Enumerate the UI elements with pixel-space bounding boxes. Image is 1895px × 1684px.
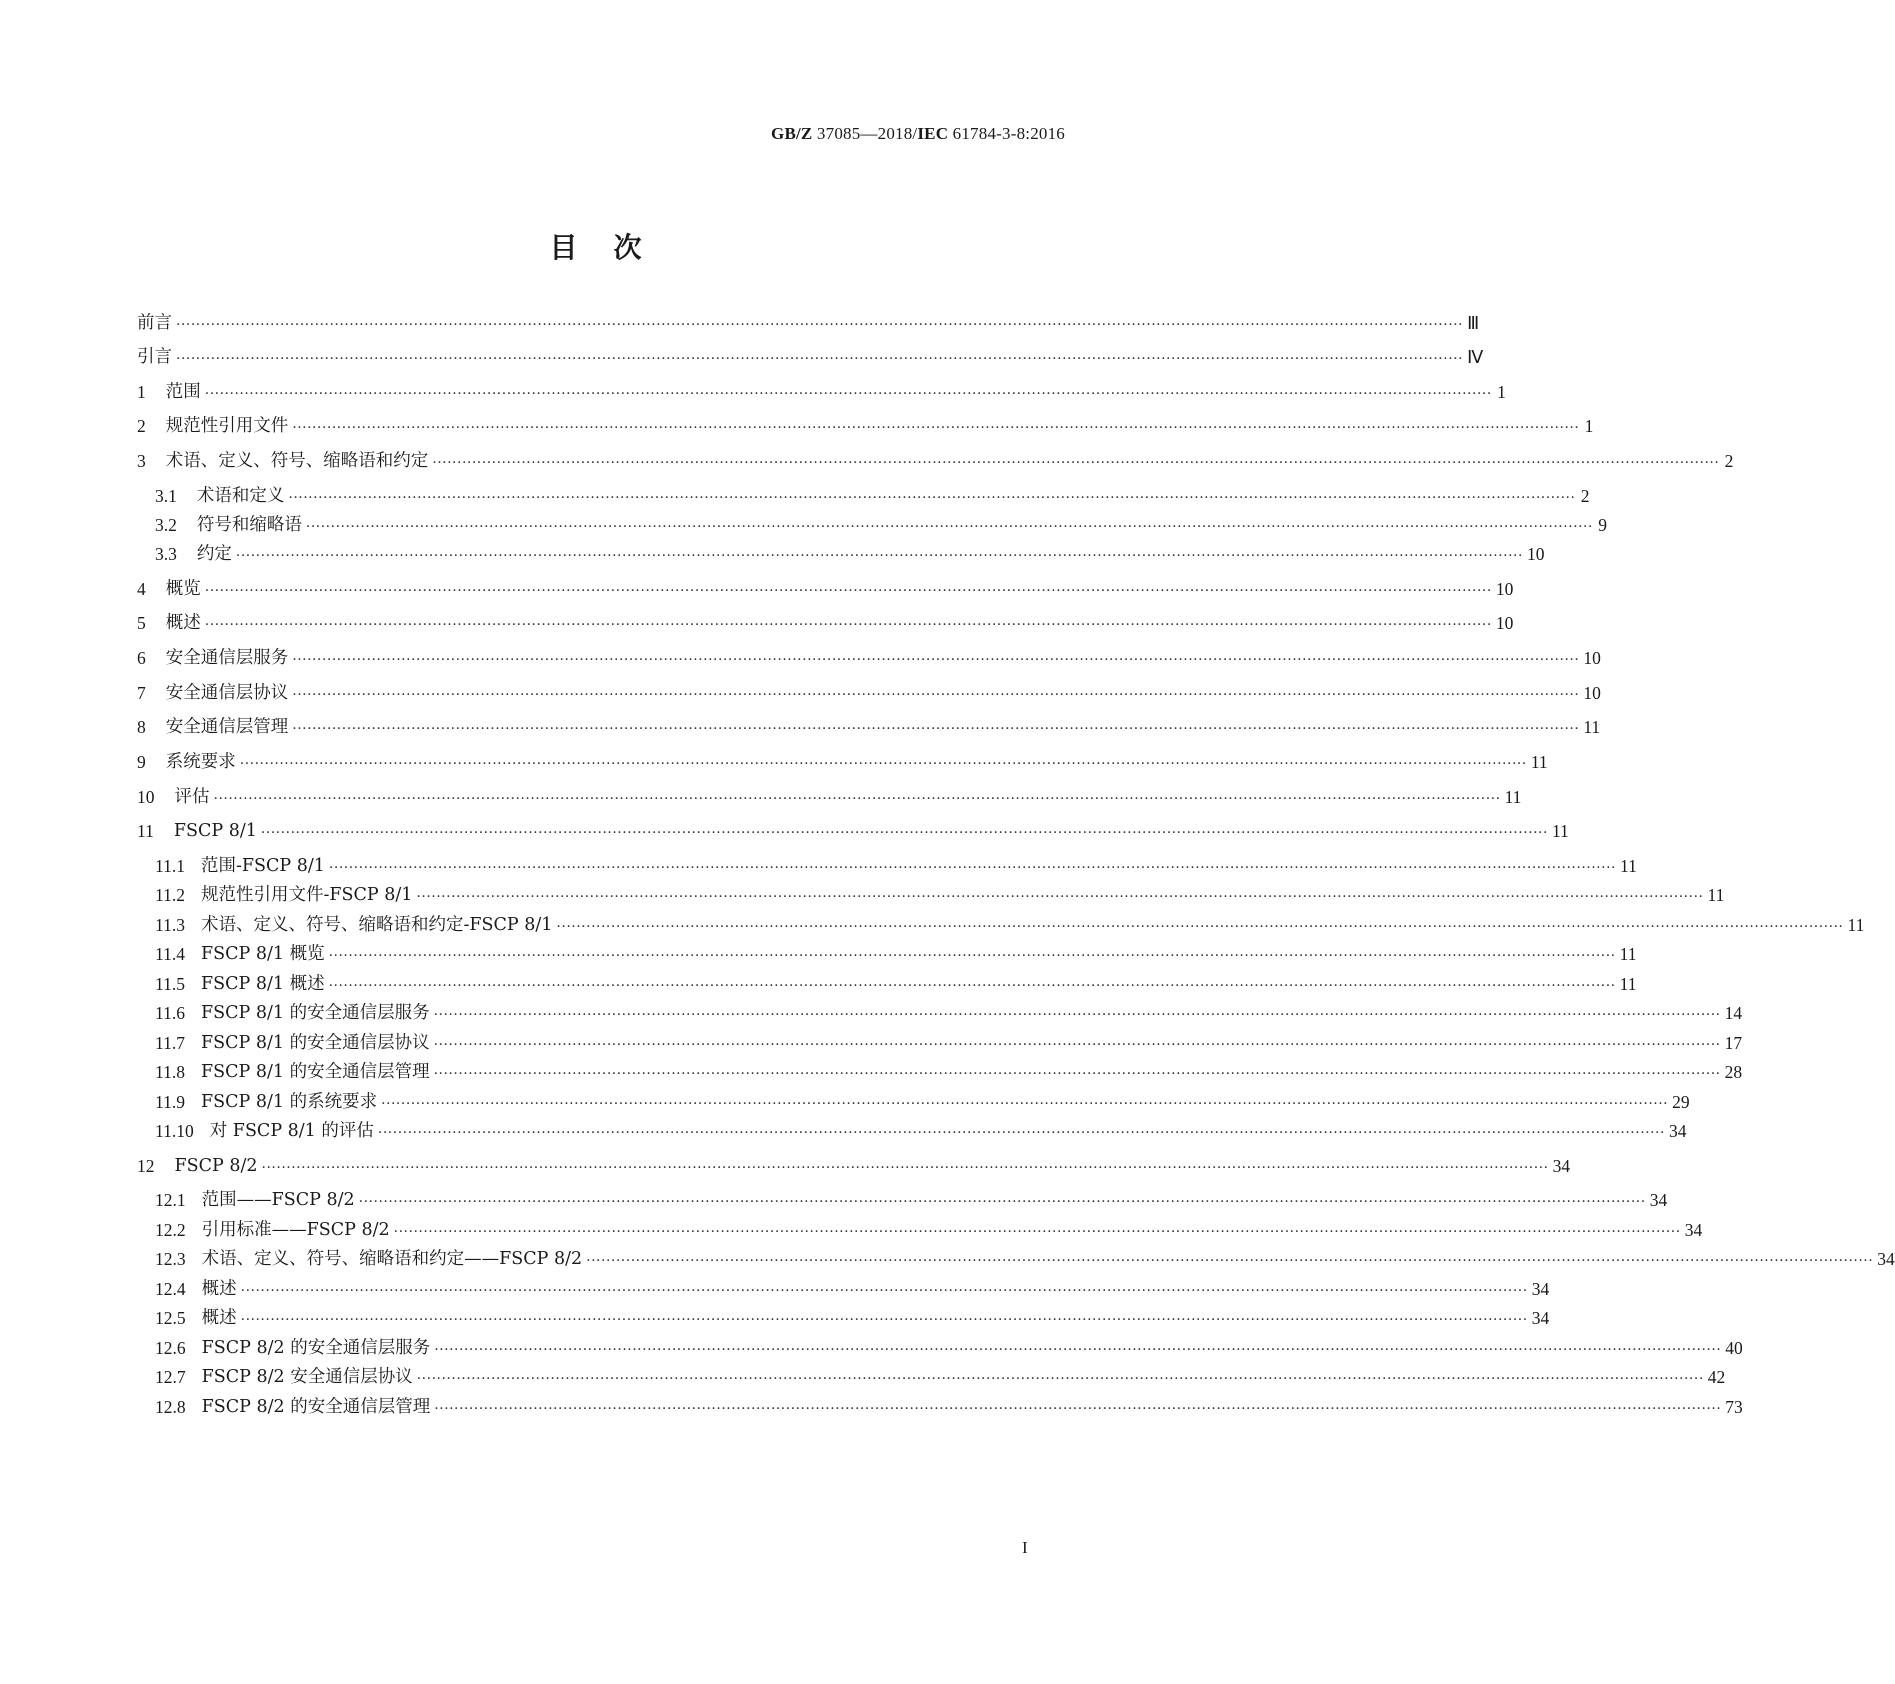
toc-entry[interactable] <box>137 715 1601 739</box>
toc-entry-page: 34 <box>1684 1220 1703 1240</box>
toc-entry[interactable] <box>155 1188 1668 1212</box>
toc-entry[interactable] <box>155 1277 1550 1301</box>
toc-entry-number: 11.8 <box>155 1062 185 1082</box>
toc-entry-page: Ⅳ <box>1467 347 1484 367</box>
toc-entry-number: 11.5 <box>155 974 185 994</box>
toc-entry-page: 10 <box>1495 579 1514 599</box>
toc-entry[interactable] <box>155 1090 1690 1114</box>
toc-entry-label: FSCP 8/2 的安全通信层服务 <box>201 1338 431 1358</box>
toc-entry-number: 12.1 <box>155 1190 186 1210</box>
toc-entry[interactable] <box>137 345 1484 369</box>
toc-entry[interactable] <box>137 380 1506 404</box>
toc-entry-label: 评估 <box>174 787 210 807</box>
toc-entry-page: 1 <box>1584 416 1594 436</box>
toc-entry[interactable] <box>155 484 1590 508</box>
toc-entry-number: 9 <box>137 752 146 772</box>
header-prefix: GB/Z <box>771 124 813 143</box>
toc-entry-page: 10 <box>1583 683 1601 703</box>
toc-entry-page: 11 <box>1707 885 1725 905</box>
toc-leader-dots: ···································································································································································································································································· <box>292 687 1580 703</box>
toc-leader-dots: ···································································································································································································································································· <box>433 1007 1721 1023</box>
toc-leader-dots: ···································································································································································································································································· <box>393 1224 1681 1240</box>
toc-entry[interactable] <box>155 854 1637 878</box>
toc-entry-label: 概述 <box>201 1308 237 1328</box>
toc-entry-number: 5 <box>137 613 146 633</box>
toc-entry[interactable] <box>155 1031 1743 1055</box>
toc-leader-dots: ···································································································································································································································································· <box>204 386 1492 402</box>
toc-entry-number: 11.9 <box>155 1092 185 1112</box>
toc-entry-number: 3.3 <box>155 544 177 564</box>
toc-entry[interactable] <box>137 1154 1571 1178</box>
toc-leader-dots: ···································································································································································································································································· <box>377 1125 1665 1141</box>
toc-leader-dots: ···································································································································································································································································· <box>292 721 1580 737</box>
toc-entry-label: 范围-FSCP 8/1 <box>200 856 325 876</box>
toc-entry-label: 概览 <box>165 579 201 599</box>
toc-entry[interactable] <box>155 1306 1550 1330</box>
toc-entry-number: 8 <box>137 717 146 737</box>
toc-leader-dots: ···································································································································································································································································· <box>240 1312 1528 1328</box>
toc-entry-number: 6 <box>137 648 146 668</box>
toc-entry-page: 14 <box>1724 1003 1743 1023</box>
toc-entry-number: 12.7 <box>155 1367 186 1387</box>
toc-entry-page: 11 <box>1619 944 1637 964</box>
toc-entry-label: FSCP 8/2 安全通信层协议 <box>201 1367 413 1387</box>
toc-leader-dots: ···································································································································································································································································· <box>434 1401 1722 1417</box>
toc-entry-label: 术语、定义、符号、缩略语和约定 <box>165 451 429 471</box>
toc-entry-label: FSCP 8/1 的安全通信层服务 <box>200 1003 430 1023</box>
toc-entry-label: FSCP 8/1 的安全通信层协议 <box>200 1033 430 1053</box>
toc-leader-dots: ···································································································································································································································································· <box>586 1253 1874 1269</box>
toc-entry-page: 11 <box>1504 787 1522 807</box>
toc-entry[interactable] <box>155 1336 1743 1360</box>
toc-leader-dots: ···································································································································································································································································· <box>328 978 1616 994</box>
toc-entry-number: 12.2 <box>155 1220 186 1240</box>
toc-entry[interactable] <box>155 942 1637 966</box>
toc-entry-label: FSCP 8/2 <box>174 1156 258 1176</box>
toc-entry-label: 系统要求 <box>165 752 236 772</box>
toc-entry-label: FSCP 8/2 的安全通信层管理 <box>201 1397 431 1417</box>
toc-entry-number: 12.4 <box>155 1279 186 1299</box>
toc-entry[interactable] <box>155 1119 1687 1143</box>
page-number: I <box>1022 1538 1028 1557</box>
toc-entry-page: 11 <box>1530 752 1548 772</box>
toc-entry-label: 符号和缩略语 <box>196 515 302 535</box>
toc-leader-dots: ···································································································································································································································································· <box>235 548 1523 564</box>
toc-entry-page: 11 <box>1551 821 1569 841</box>
toc-entry[interactable] <box>155 883 1725 907</box>
toc-leader-dots: ···································································································································································································································································· <box>213 791 1501 807</box>
page-title: 目次 <box>549 231 678 264</box>
toc-entry-label: 安全通信层管理 <box>165 717 289 737</box>
toc-leader-dots: ···································································································································································································································································· <box>432 455 1720 471</box>
toc-leader-dots: ···································································································································································································································································· <box>204 583 1492 599</box>
toc-entry-label: 约定 <box>196 544 232 564</box>
toc-leader-dots: ···································································································································································································································································· <box>239 756 1527 772</box>
toc-entry-label: 术语、定义、符号、缩略语和约定——FSCP 8/2 <box>201 1249 583 1269</box>
toc-entry-label: 对 FSCP 8/1 的评估 <box>209 1121 374 1141</box>
toc-leader-dots: ···································································································································································································································································· <box>328 860 1616 876</box>
toc-entry-label: 术语和定义 <box>196 486 285 506</box>
toc-entry-page: 11 <box>1619 974 1637 994</box>
toc-entry-label: 术语、定义、符号、缩略语和约定-FSCP 8/1 <box>200 915 553 935</box>
toc-entry-number: 11.1 <box>155 856 185 876</box>
toc-entry[interactable] <box>155 1395 1743 1419</box>
toc-entry-page: 10 <box>1495 613 1514 633</box>
toc-leader-dots: ···································································································································································································································································· <box>416 1371 1704 1387</box>
toc-entry-page: 10 <box>1526 544 1545 564</box>
toc-entry[interactable] <box>137 449 1734 473</box>
toc-leader-dots: ···································································································································································································································································· <box>358 1194 1646 1210</box>
toc-entry-label: 规范性引用文件-FSCP 8/1 <box>200 885 413 905</box>
toc-leader-dots: ···································································································································································································································································· <box>292 652 1580 668</box>
toc-entry[interactable] <box>155 913 1865 937</box>
toc-entry-label: 范围——FSCP 8/2 <box>201 1190 355 1210</box>
toc-entry-number: 11.6 <box>155 1003 185 1023</box>
toc-entry-page: 73 <box>1725 1397 1743 1417</box>
toc-entry-page: 9 <box>1598 515 1607 535</box>
toc-entry-number: 11.4 <box>155 944 185 964</box>
toc-entry-page: 34 <box>1552 1156 1571 1176</box>
toc-entry-label: 规范性引用文件 <box>165 416 289 436</box>
toc-entry-label: 前言 <box>137 313 172 333</box>
toc-entry-page: 40 <box>1725 1338 1743 1358</box>
toc-entry[interactable] <box>155 513 1607 537</box>
toc-entry-page: 11 <box>1847 915 1865 935</box>
toc-entry-number: 7 <box>137 683 146 703</box>
toc-entry-page: 2 <box>1580 486 1590 506</box>
toc-entry-label: 安全通信层协议 <box>165 683 289 703</box>
toc-leader-dots: ···································································································································································································································································· <box>433 1037 1721 1053</box>
toc-leader-dots: ···································································································································································································································································· <box>556 919 1844 935</box>
toc-entry-page: 34 <box>1649 1190 1668 1210</box>
toc-entry-page: 11 <box>1619 856 1637 876</box>
toc-entry-number: 1 <box>137 382 146 402</box>
toc-entry-number: 11.10 <box>155 1121 194 1141</box>
toc-leader-dots: ···································································································································································································································································· <box>292 420 1580 436</box>
header-iec: IEC <box>917 124 949 143</box>
toc-entry-page: 10 <box>1583 648 1601 668</box>
header-rest: 61784-3-8:2016 <box>948 124 1065 143</box>
toc-leader-dots: ···································································································································································································································································· <box>240 1283 1528 1299</box>
toc-entry-label: FSCP 8/1 概述 <box>200 974 325 994</box>
toc-entry[interactable] <box>137 414 1594 438</box>
toc-entry[interactable] <box>137 681 1601 705</box>
toc-entry-number: 12 <box>137 1156 155 1176</box>
toc-entry-label: FSCP 8/1 <box>173 821 257 841</box>
toc-entry[interactable] <box>155 972 1637 996</box>
toc-entry[interactable] <box>155 1218 1703 1242</box>
toc-entry-number: 12.8 <box>155 1397 186 1417</box>
toc-entry-page: 34 <box>1668 1121 1687 1141</box>
toc-entry[interactable] <box>155 1247 1895 1271</box>
toc-entry-label: FSCP 8/1 的系统要求 <box>200 1092 378 1112</box>
toc-entry[interactable] <box>137 646 1601 670</box>
toc-leader-dots: ···································································································································································································································································· <box>261 1160 1549 1176</box>
toc-entry-label: FSCP 8/1 的安全通信层管理 <box>200 1062 430 1082</box>
toc-entry-page: 11 <box>1583 717 1601 737</box>
toc-entry-page: 1 <box>1497 382 1506 402</box>
toc-entry-page: 42 <box>1707 1367 1726 1387</box>
toc-entry-number: 3.1 <box>155 486 177 506</box>
toc-entry-number: 12.5 <box>155 1308 186 1328</box>
toc-entry-label: 引言 <box>137 347 172 367</box>
toc-entry-page: 29 <box>1672 1092 1690 1112</box>
toc-entry-number: 12.3 <box>155 1249 186 1269</box>
toc-leader-dots: ···································································································································································································································································· <box>305 519 1593 535</box>
toc-entry[interactable] <box>137 785 1522 809</box>
toc-entry-page: 34 <box>1877 1249 1895 1269</box>
toc-entry-number: 11 <box>137 821 154 841</box>
toc-entry-number: 11.2 <box>155 885 185 905</box>
toc-entry-label: FSCP 8/1 概览 <box>200 944 325 964</box>
toc-entry-label: 概述 <box>165 613 201 633</box>
toc-entry-label: 安全通信层服务 <box>165 648 289 668</box>
toc-entry[interactable] <box>155 1365 1726 1389</box>
toc-entry-number: 4 <box>137 579 146 599</box>
toc-entry[interactable] <box>137 819 1569 843</box>
toc-entry-label: 引用标准——FSCP 8/2 <box>201 1220 390 1240</box>
toc-leader-dots: ···································································································································································································································································· <box>288 490 1576 506</box>
toc-entry-number: 2 <box>137 416 146 436</box>
toc-leader-dots: ···································································································································································································································································· <box>433 1066 1721 1082</box>
document-header <box>771 124 1065 144</box>
toc-leader-dots: ···································································································································································································································································· <box>204 617 1492 633</box>
toc-entry[interactable] <box>137 750 1548 774</box>
toc-leader-dots: ···································································································································································································································································· <box>176 351 1464 367</box>
toc-leader-dots: ···································································································································································································································································· <box>434 1342 1722 1358</box>
toc-entry[interactable] <box>137 311 1480 335</box>
toc-entry-page: 34 <box>1531 1279 1550 1299</box>
toc-leader-dots: ···································································································································································································································································· <box>381 1096 1669 1112</box>
toc-entry-page: 28 <box>1724 1062 1743 1082</box>
toc-leader-dots: ···································································································································································································································································· <box>416 889 1704 905</box>
toc-entry-number: 11.3 <box>155 915 185 935</box>
toc-entry-number: 12.6 <box>155 1338 186 1358</box>
toc-entry[interactable] <box>137 577 1514 601</box>
toc-entry-number: 11.7 <box>155 1033 185 1053</box>
toc-leader-dots: ···································································································································································································································································· <box>328 948 1616 964</box>
toc-leader-dots: ···································································································································································································································································· <box>176 317 1464 333</box>
toc-entry-label: 概述 <box>201 1279 237 1299</box>
toc-entry[interactable] <box>137 611 1514 635</box>
toc-entry-number: 3.2 <box>155 515 177 535</box>
toc-entry-page: 2 <box>1724 451 1734 471</box>
toc-entry-page: 17 <box>1724 1033 1743 1053</box>
toc-entry-number: 3 <box>137 451 146 471</box>
toc-entry[interactable] <box>155 542 1545 566</box>
toc-leader-dots: ···································································································································································································································································· <box>260 825 1548 841</box>
toc-entry-number: 10 <box>137 787 155 807</box>
toc-entry[interactable] <box>155 1060 1743 1084</box>
toc-entry[interactable] <box>155 1001 1743 1025</box>
toc-entry-page: Ⅲ <box>1467 313 1480 333</box>
toc-entry-page: 34 <box>1531 1308 1550 1328</box>
header-code: 37085—2018/ <box>812 124 918 143</box>
toc-entry-label: 范围 <box>165 382 201 402</box>
